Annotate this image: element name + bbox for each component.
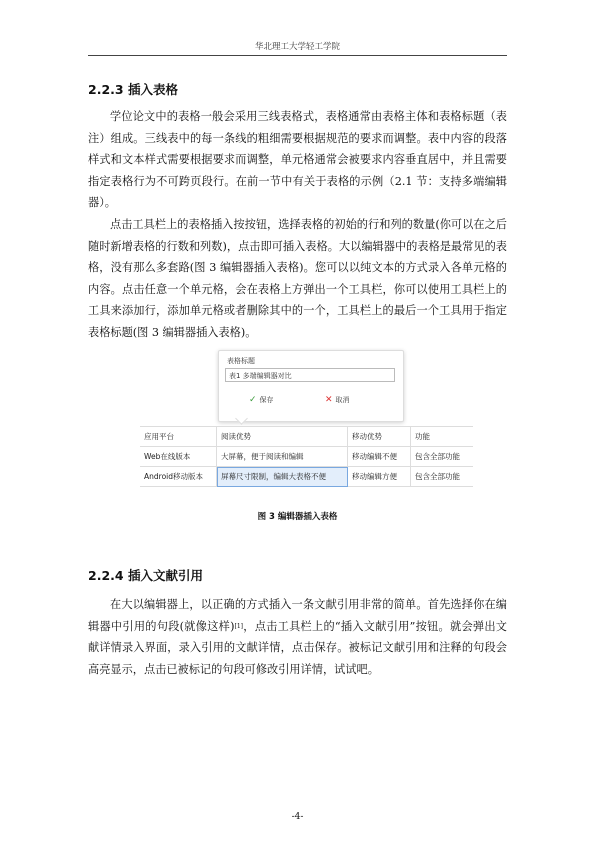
close-icon: ✕ (325, 395, 333, 405)
save-label: 保存 (259, 396, 274, 404)
table-cell[interactable]: 包含全部功能 (411, 467, 474, 487)
check-icon: ✓ (249, 395, 257, 405)
selected-table-cell[interactable]: 屏幕尺寸限制，编辑大表格不便 (217, 467, 348, 487)
section-2-2-4-paragraph-1 (88, 594, 507, 680)
header-rule (88, 55, 507, 56)
editor-comparison-table (140, 426, 473, 487)
section-heading-2-2-3: 2.2.3 插入表格 (88, 82, 178, 97)
figure-caption: 图 3 编辑器插入表格 (257, 512, 338, 522)
paragraph-text: ，点击工具栏上的“插入文献引用”按钮。就会弹出文献详情录入界面，录入引用的文献详情，点击保存。被标记文献引用和注释的句段会高亮显示，点击已被标记的句段可修改引用详情，试试吧。 (88, 619, 507, 676)
table-row (140, 447, 473, 467)
table-header-cell: 功能 (411, 427, 474, 447)
popup-title: 表格标题 (227, 357, 255, 365)
table-cell[interactable]: 大屏幕，便于阅读和编辑 (217, 447, 348, 467)
table-header-cell: 应用平台 (140, 427, 217, 447)
table-cell[interactable]: 移动编辑不便 (348, 447, 411, 467)
table-cell[interactable]: 包含全部功能 (411, 447, 474, 467)
cancel-label: 取消 (335, 396, 350, 404)
section-heading-2-2-4: 2.2.4 插入文献引用 (88, 568, 203, 583)
table-header-cell: 阅读优势 (217, 427, 348, 447)
citation-mark[interactable]: [1] (234, 622, 243, 630)
section-2-2-3-paragraph-2: 点击工具栏上的表格插入按按钮，选择表格的初始的行和列的数量(你可以在之后随时新增表格的行数和列数)，点击即可插入表格。大以编辑器中的表格是最常见的表格，没有那么多套路(图 3 编辑器插入表格)。您可以以纯文本的方式录入各单元格的内容。点击任意一个单元格，会在表格上方弹出一个工具栏，你可以使用工具栏上的工具来添加行，添加单元格或者删除其中的一个，工具栏上的最后一个工具用于指定表格标题(图 3 编辑器插入表格)。 (88, 218, 507, 339)
cancel-button[interactable] (325, 395, 350, 405)
save-button[interactable] (249, 395, 274, 405)
table-caption-input[interactable]: 表1 多端编辑器对比 (225, 368, 395, 382)
table-caption-popup (218, 350, 404, 422)
paragraph-text: 在大以编辑器上，以正确的方式插入一条文献引用非常的简单。首先选择你在编辑器中引用的句段(就像这样) (88, 598, 507, 633)
page-header: 华北理工大学轻工学院 (254, 42, 340, 52)
section-2-2-3-paragraph-1: 学位论文中的表格一般会采用三线表格式，表格通常由表格主体和表格标题（表注）组成。三线表中的每一条线的粗细需要根据规范的要求而调整。表中内容的段落样式和文本样式需要根据要求而调整，单元格通常会被要求内容垂直居中，并且需要指定表格行为不可跨页段行。在前一节中有关于表格的示例（2.1 节：支持多端编辑器）。 (88, 110, 507, 209)
figure-3 (140, 350, 473, 496)
table-cell[interactable]: Web在线版本 (140, 447, 217, 467)
table-header-cell: 移动优势 (348, 427, 411, 447)
table-header-row (140, 427, 473, 447)
table-cell[interactable]: Android移动版本 (140, 467, 217, 487)
table-cell[interactable]: 移动编辑方便 (348, 467, 411, 487)
page-number: -4- (291, 812, 304, 822)
table-row (140, 467, 473, 487)
